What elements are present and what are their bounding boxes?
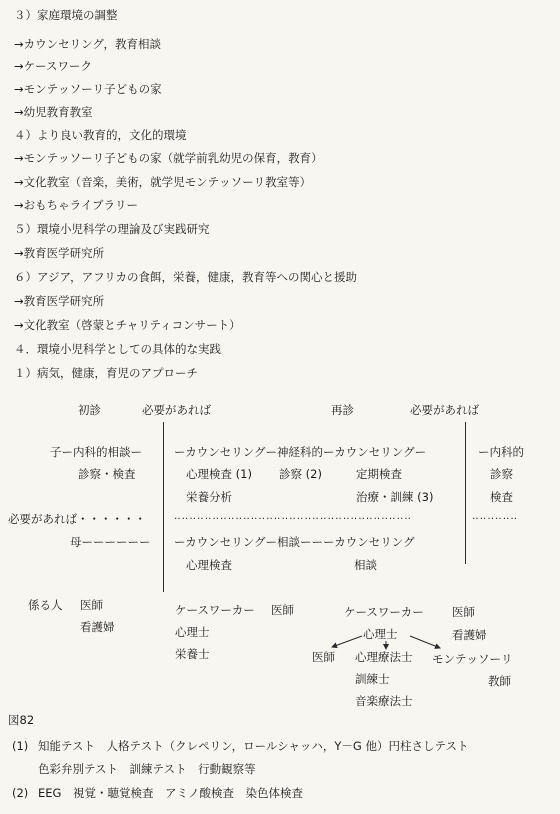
note-number: (2) (12, 786, 29, 800)
internal-label: ー内科的 (478, 445, 524, 459)
staff-label: 係る人 (28, 598, 63, 612)
psychologist-label: 心理士 (363, 627, 398, 641)
regular-test-label: 定期検査 (356, 467, 402, 481)
list-item: →モンテッソーリ子どもの家 (14, 82, 162, 96)
doctor-label: 医師 (312, 650, 335, 664)
list-item: →文化教室（音楽，美術，就学児モンテッソーリ教室等） (14, 175, 312, 189)
section-heading: ４．環境小児科学としての具体的な実践 (14, 342, 221, 356)
music-therapist-label: 音楽療法士 (355, 694, 413, 708)
note-text: 知能テスト 人格テスト（クレペリン，ロールシャッハ，Y－G 他）円柱さしテスト (38, 739, 469, 753)
section-heading: ６）アジア，アフリカの食餌，栄養，健康，教育等への関心と援助 (14, 270, 358, 284)
flow-row-2: ーカウンセリングー相談ーーーカウンセリング (174, 535, 415, 549)
dietitian-label: 栄養士 (175, 647, 210, 661)
dotted-line: ‥‥‥‥‥‥‥‥‥‥‥‥‥‥‥‥‥‥‥‥‥‥‥‥‥‥‥‥‥‥‥ (174, 511, 412, 522)
header-if-needed: 必要があれば (142, 403, 211, 417)
doctor-label: 医師 (271, 603, 294, 617)
list-item: →文化教室（啓蒙とチャリティコンサート） (14, 318, 241, 332)
list-item: →おもちゃライブラリー (14, 198, 138, 212)
mother-label: 母ーーーーーー (70, 535, 151, 549)
section-heading: ３）家庭環境の調整 (14, 8, 118, 22)
test-label: 検査 (490, 490, 513, 504)
doctor-label: 医師 (452, 605, 475, 619)
arrow-left (332, 636, 362, 647)
exam-label: 診察 (490, 467, 513, 481)
header-revisit: 再診 (331, 403, 354, 417)
trainer-label: 訓練士 (355, 672, 390, 686)
list-item: →モンテッソーリ子どもの家（就学前乳幼児の保育，教育） (14, 151, 323, 165)
teacher-label: 教師 (488, 674, 511, 688)
doctor-label: 医師 (80, 598, 103, 612)
psych-test-label: 心理検査 (186, 558, 232, 572)
header-if-needed: 必要があれば (410, 403, 479, 417)
section-heading: １）病気，健康，育児のアプローチ (14, 366, 198, 380)
figure-caption: 図82 (8, 713, 35, 727)
list-item: →幼児教育教室 (14, 105, 93, 119)
header-first-visit: 初診 (78, 403, 101, 417)
montessori-label: モンテッソーリ (432, 652, 513, 666)
nutrition-label: 栄養分析 (186, 490, 232, 504)
list-item: →教育医学研究所 (14, 246, 105, 260)
exam-label: 診察 (2) (279, 467, 322, 481)
section-heading: ５）環境小児科学の理論及び実践研究 (14, 222, 210, 236)
note-text: 色彩弁別テスト 訓練テスト 行動観察等 (38, 762, 256, 776)
child-consult-label: 子ー内科的相談ー (50, 445, 142, 459)
treatment-label: 治療・訓練 (3) (356, 490, 434, 504)
psych-therapist-label: 心理療法士 (355, 650, 413, 664)
if-needed-label: 必要があれば・・・・・・ (8, 512, 146, 526)
nurse-label: 看護婦 (452, 628, 487, 642)
dotted-line: ‥‥‥‥‥‥ (472, 511, 519, 522)
consult-label: 相談 (354, 558, 377, 572)
list-item: →カウンセリング，教育相談 (14, 37, 161, 51)
note-number: (1) (12, 739, 29, 753)
exam-label: 診察・検査 (78, 467, 136, 481)
nurse-label: 看護婦 (80, 620, 115, 634)
list-item: →教育医学研究所 (14, 294, 105, 308)
psychologist-label: 心理士 (175, 625, 210, 639)
note-text: EEG 視覚・聴覚検査 アミノ酸検査 染色体検査 (38, 786, 303, 800)
caseworker-label: ケースワーカー (344, 605, 424, 619)
list-item: →ケースワーク (14, 59, 93, 73)
section-heading: ４）より良い教育的，文化的環境 (14, 128, 187, 142)
arrow-right (410, 636, 440, 648)
psych-test-label: 心理検査 (1) (186, 467, 252, 481)
flow-row-1: ーカウンセリングー神経科的ーカウンセリングー (174, 445, 427, 459)
caseworker-label: ケースワーカー (175, 603, 255, 617)
